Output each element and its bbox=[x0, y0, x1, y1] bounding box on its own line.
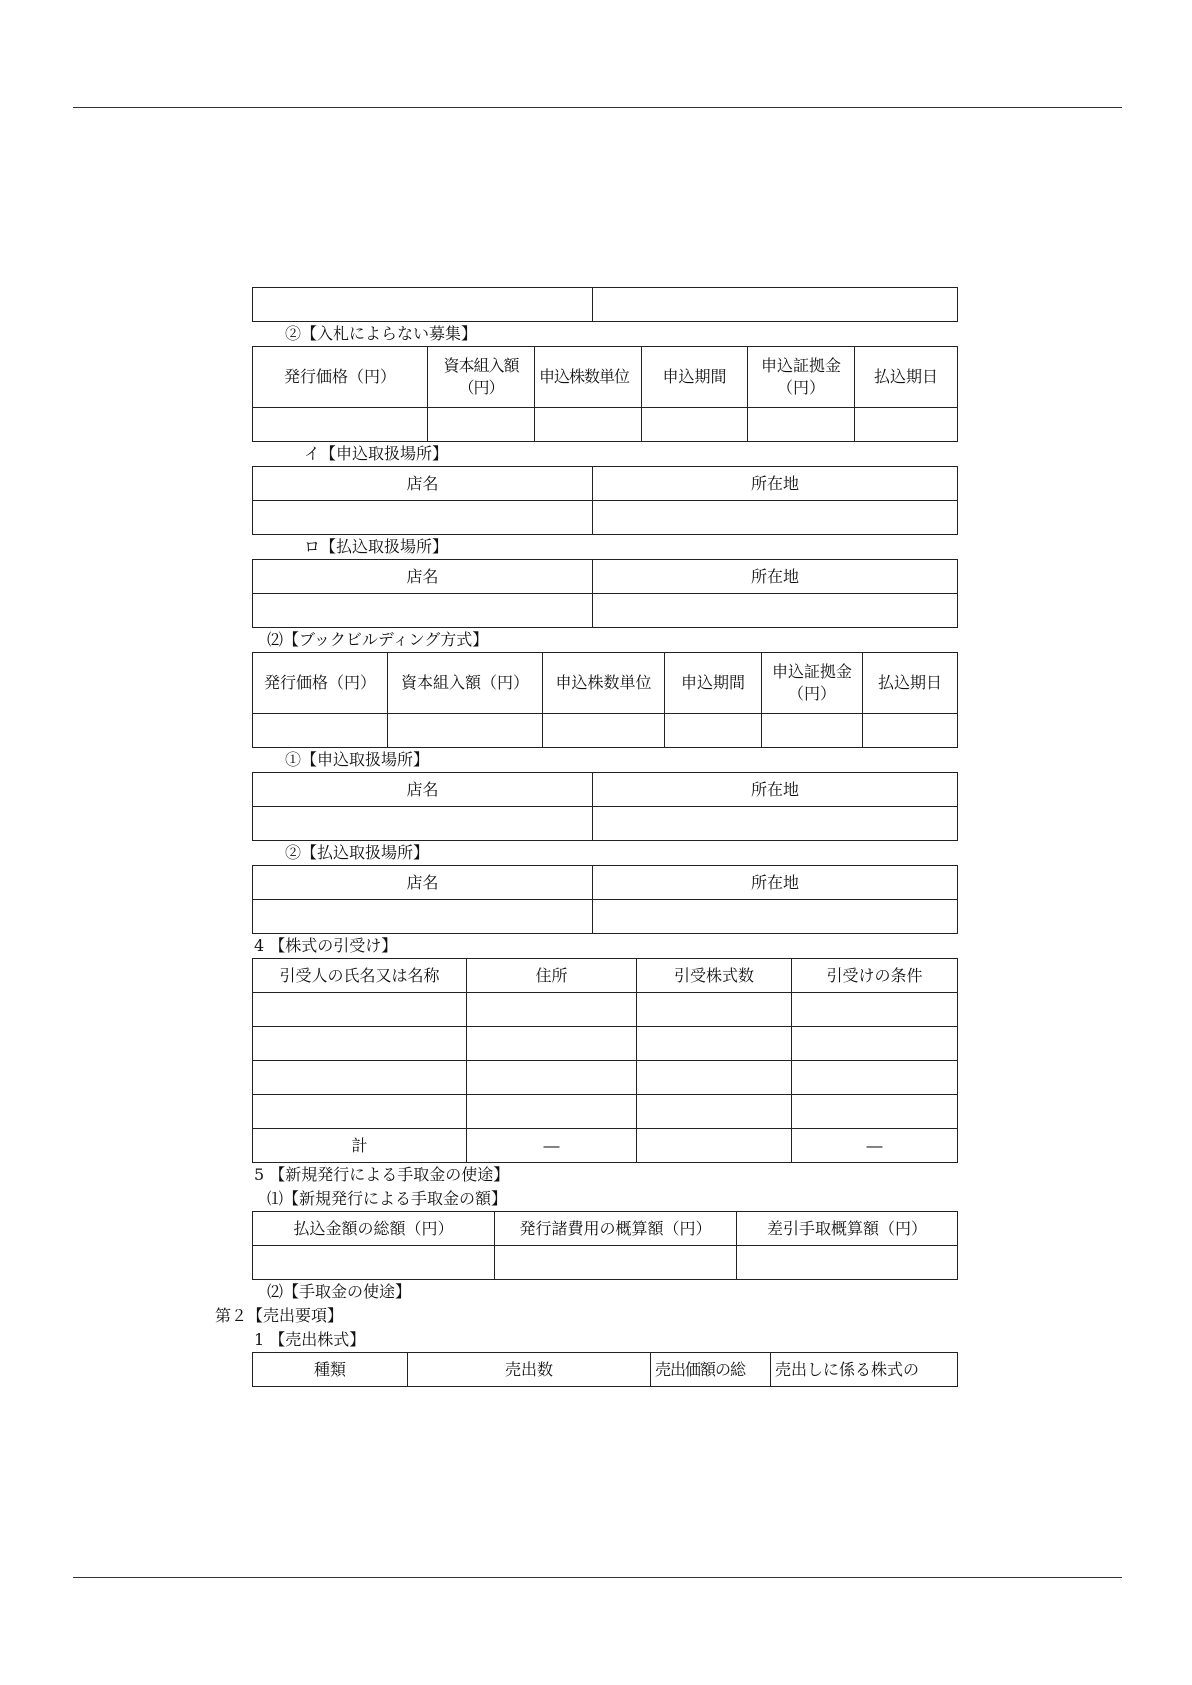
header-cell: 発行価格（円） bbox=[253, 347, 428, 408]
header-cell: 店名 bbox=[253, 866, 593, 900]
header-cell: 引受けの条件 bbox=[792, 959, 958, 993]
header-cell: 所在地 bbox=[593, 866, 958, 900]
table-cell bbox=[253, 288, 593, 322]
application-office-table bbox=[252, 772, 958, 841]
underwriting-table bbox=[252, 958, 958, 1163]
header-cell: 資本組入額（円） bbox=[428, 347, 535, 408]
header-cell: 種類 bbox=[253, 1353, 408, 1387]
table-row bbox=[253, 1061, 958, 1095]
table-cell bbox=[748, 408, 855, 442]
table-cell bbox=[467, 1095, 637, 1129]
continued-table bbox=[252, 287, 958, 322]
table-cell bbox=[593, 288, 958, 322]
header-cell: 住所 bbox=[467, 959, 637, 993]
header-cell: 所在地 bbox=[593, 560, 958, 594]
table-cell bbox=[792, 993, 958, 1027]
table-cell bbox=[863, 714, 958, 748]
table-cell bbox=[637, 1027, 792, 1061]
table-cell bbox=[467, 1061, 637, 1095]
non-bid-offering-table bbox=[252, 346, 958, 442]
table-cell bbox=[253, 1246, 495, 1280]
table-cell bbox=[642, 408, 748, 442]
footer-rule bbox=[73, 1577, 1122, 1578]
section-caption: ⑵【ブックビルディング方式】 bbox=[267, 630, 489, 649]
table-cell bbox=[792, 1095, 958, 1129]
header-cell: 所在地 bbox=[593, 773, 958, 807]
table-cell bbox=[593, 900, 958, 934]
header-cell: 払込期日 bbox=[855, 347, 958, 408]
section-caption: ①【申込取扱場所】 bbox=[285, 750, 430, 769]
table-cell bbox=[495, 1246, 737, 1280]
header-cell: 引受人の氏名又は名称 bbox=[253, 959, 467, 993]
table-cell bbox=[253, 501, 593, 535]
table-cell bbox=[253, 714, 388, 748]
bookbuilding-table bbox=[252, 652, 958, 748]
section-caption: ②【払込取扱場所】 bbox=[285, 843, 430, 862]
table-cell bbox=[253, 1027, 467, 1061]
table-cell bbox=[428, 408, 535, 442]
table-cell bbox=[593, 807, 958, 841]
header-cell: 申込証拠金（円） bbox=[748, 347, 855, 408]
header-cell: 資本組入額（円） bbox=[388, 653, 543, 714]
table-cell bbox=[637, 1129, 792, 1163]
table-cell bbox=[855, 408, 958, 442]
shares-for-sale-table bbox=[252, 1352, 958, 1387]
table-cell bbox=[637, 1061, 792, 1095]
table-cell bbox=[253, 807, 593, 841]
header-cell: 売出数 bbox=[408, 1353, 651, 1387]
table-cell bbox=[762, 714, 863, 748]
table-cell bbox=[253, 1061, 467, 1095]
table-cell bbox=[467, 993, 637, 1027]
application-office-table bbox=[252, 466, 958, 535]
header-cell: 発行諸費用の概算額（円） bbox=[495, 1212, 737, 1246]
header-cell: 払込期日 bbox=[863, 653, 958, 714]
total-row bbox=[253, 1129, 958, 1163]
section-caption: ⑴【新規発行による手取金の額】 bbox=[267, 1189, 508, 1208]
header-cell: 申込証拠金（円） bbox=[762, 653, 863, 714]
chapter-heading: 第２【売出要項】 bbox=[215, 1306, 344, 1325]
header-cell: 差引手取概算額（円） bbox=[737, 1212, 958, 1246]
table-cell bbox=[665, 714, 762, 748]
section-caption: ②【入札によらない募集】 bbox=[285, 324, 478, 343]
header-cell: 払込金額の総額（円） bbox=[253, 1212, 495, 1246]
header-cell: 売出価額の総 bbox=[651, 1353, 771, 1387]
table-cell bbox=[593, 594, 958, 628]
section-caption: イ【申込取扱場所】 bbox=[304, 444, 449, 463]
table-cell bbox=[737, 1246, 958, 1280]
table-cell bbox=[637, 993, 792, 1027]
header-cell: 店名 bbox=[253, 467, 593, 501]
table-cell bbox=[637, 1095, 792, 1129]
section-caption: ⑵【手取金の使途】 bbox=[267, 1282, 412, 1301]
table-cell: ― bbox=[792, 1129, 958, 1163]
payment-office-table bbox=[252, 559, 958, 628]
header-cell: 店名 bbox=[253, 560, 593, 594]
table-row bbox=[253, 993, 958, 1027]
table-cell bbox=[792, 1061, 958, 1095]
section-caption: 5 【新規発行による手取金の使途】 bbox=[254, 1165, 510, 1184]
header-cell: 引受株式数 bbox=[637, 959, 792, 993]
header-cell: 申込期間 bbox=[665, 653, 762, 714]
table-cell: ― bbox=[467, 1129, 637, 1163]
section-caption: ロ【払込取扱場所】 bbox=[304, 537, 449, 556]
table-cell bbox=[253, 408, 428, 442]
table-row bbox=[253, 1027, 958, 1061]
table-cell bbox=[253, 594, 593, 628]
header-cell: 店名 bbox=[253, 773, 593, 807]
table-cell bbox=[253, 993, 467, 1027]
header-cell: 申込期間 bbox=[642, 347, 748, 408]
proceeds-amount-table bbox=[252, 1211, 958, 1280]
table-cell bbox=[593, 501, 958, 535]
document-body bbox=[215, 287, 959, 1387]
header-cell: 所在地 bbox=[593, 467, 958, 501]
payment-office-table bbox=[252, 865, 958, 934]
header-cell: 申込株数単位 bbox=[535, 347, 642, 408]
section-caption: 4 【株式の引受け】 bbox=[254, 936, 398, 955]
header-rule bbox=[73, 107, 1122, 108]
table-cell bbox=[388, 714, 543, 748]
header-cell: 申込株数単位 bbox=[543, 653, 665, 714]
total-label: 計 bbox=[253, 1129, 467, 1163]
table-cell bbox=[467, 1027, 637, 1061]
section-caption: 1 【売出株式】 bbox=[254, 1330, 366, 1349]
table-row bbox=[253, 1095, 958, 1129]
table-cell bbox=[253, 900, 593, 934]
table-cell bbox=[543, 714, 665, 748]
table-cell bbox=[792, 1027, 958, 1061]
table-cell bbox=[535, 408, 642, 442]
header-cell: 発行価格（円） bbox=[253, 653, 388, 714]
table-cell bbox=[253, 1095, 467, 1129]
header-cell: 売出しに係る株式の bbox=[771, 1353, 958, 1387]
